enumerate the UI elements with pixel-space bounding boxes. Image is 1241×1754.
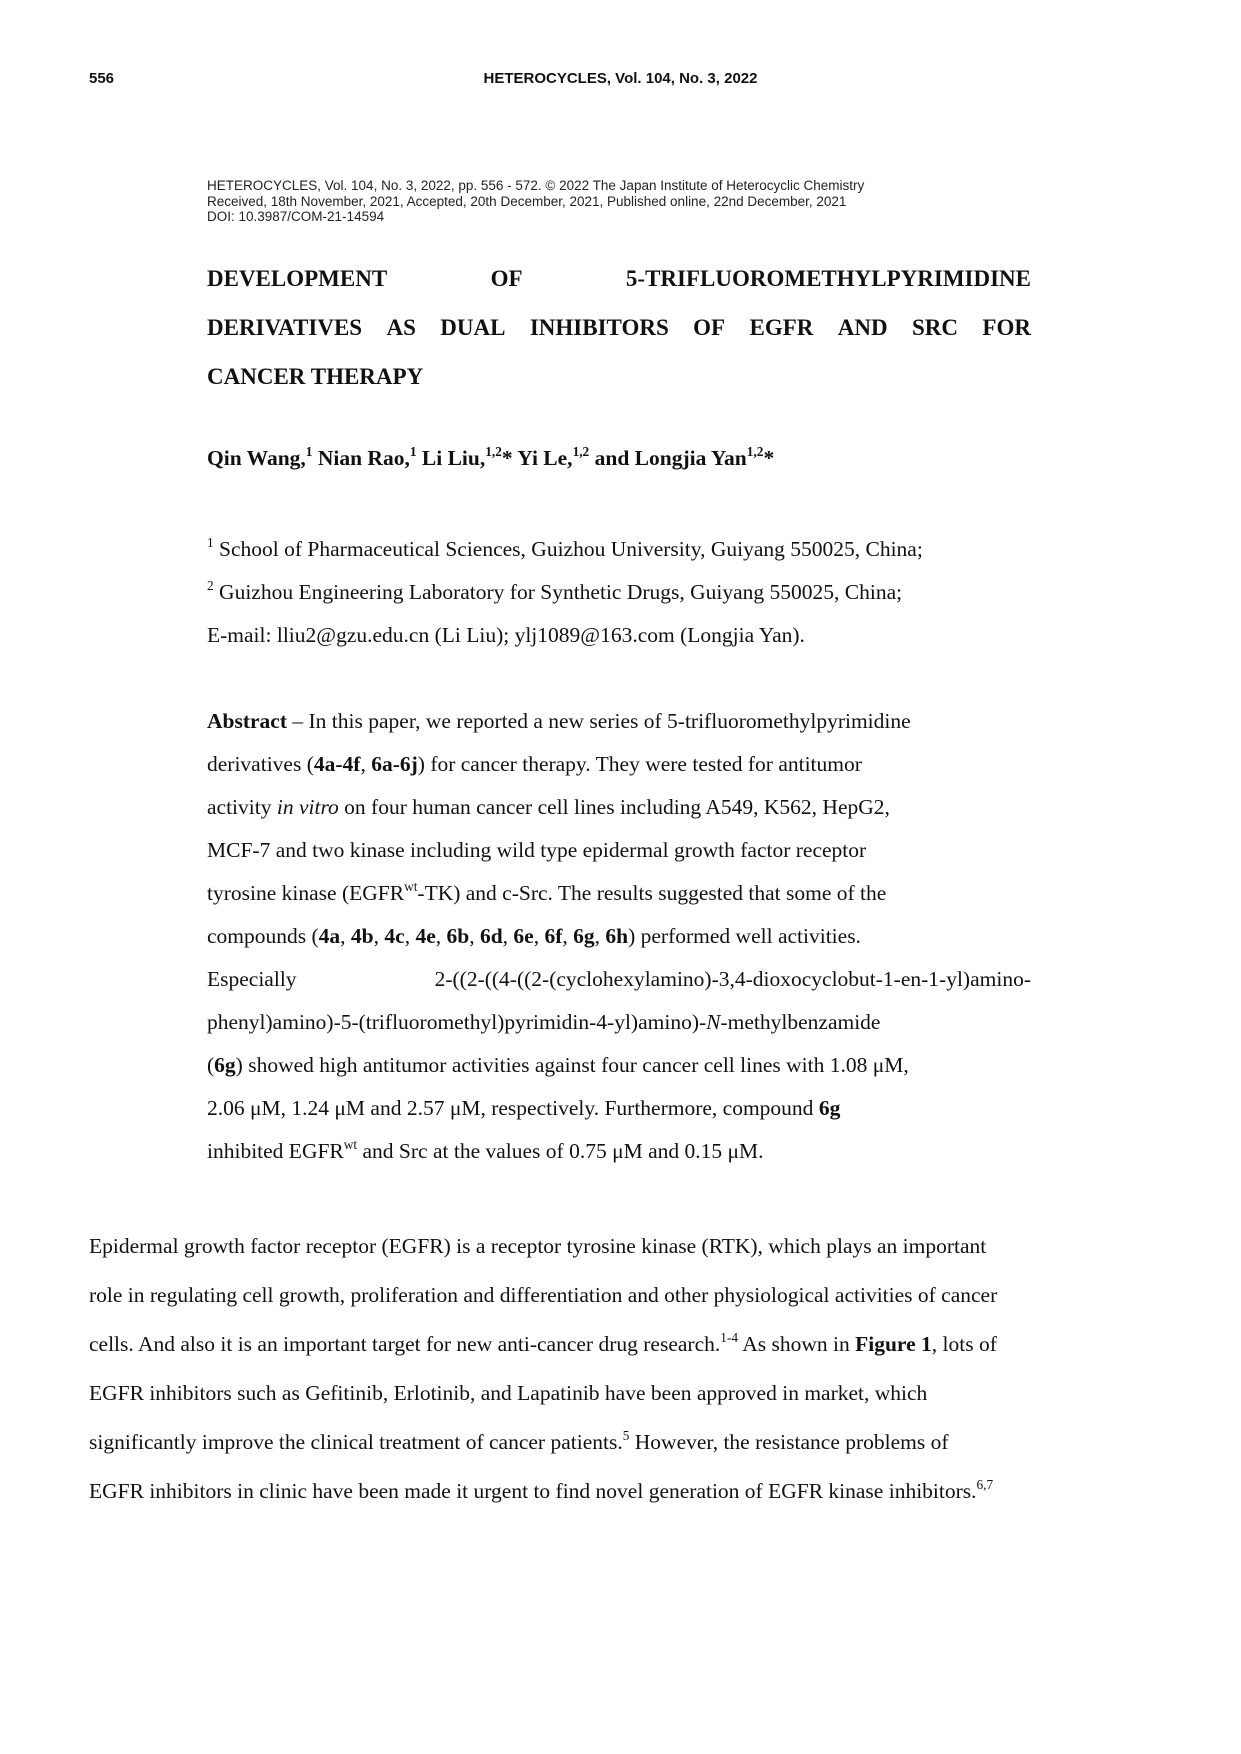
abstract-line: (6g) showed high antitumor activities against four cancer cell lines with 1.08 μM, (207, 1053, 909, 1077)
title-word: FOR (982, 315, 1031, 340)
introduction-paragraph (89, 1222, 1151, 1516)
body-line: EGFR inhibitors in clinic have been made it urgent to find novel generation of EGFR kinase inhibitors.$^{6,7}$ (89, 1477, 994, 1503)
title-line: CANCER THERAPY (207, 364, 424, 389)
title-word: EGFR (749, 315, 814, 340)
abstract (207, 700, 1031, 1173)
title-word: AS (386, 315, 416, 340)
abstract-line: activity in vitro on four human cancer cell lines including A549, K562, HepG2, (207, 795, 890, 819)
author-list (207, 446, 1031, 471)
citation-ref: 1-4 (720, 1330, 739, 1346)
abstract-line: inhibited $EGFR^{wt}$ and Src at the values of 0.75 μM and 0.15 μM. (207, 1137, 764, 1163)
abstract-line: 2.06 μM, 1.24 μM and 2.57 μM, respectively. Furthermore, compound 6g (207, 1096, 841, 1120)
title-word: SRC (912, 315, 959, 340)
title-line (207, 303, 1031, 352)
title-word: 5-TRIFLUOROMETHYLPYRIMIDINE (625, 266, 1031, 291)
email-line: E-mail: lliu2@gzu.edu.cn (Li Liu); ylj1089@163.com (Longjia Yan). (207, 623, 805, 647)
abstract-line: derivatives (4a-4f, 6a-6j) for cancer therapy. They were tested for antitumor (207, 752, 862, 776)
page-number: 556 (89, 70, 115, 87)
doi-line: DOI: 10.3987/COM-21-14594 (207, 209, 385, 224)
abstract-line: Especially 2-((2-((4-((2-(cyclohexylamino)-3,4-dioxocyclobut-1-en-1-yl)amino- (207, 967, 1031, 991)
title-word: AND (837, 315, 888, 340)
body-line: cells. And also it is an important target for new anti-cancer drug research.$^{1-4}$ As shown in Figure 1, lots of (89, 1330, 997, 1356)
title-word: DERIVATIVES (207, 315, 363, 340)
author: and Longjia Yan$^{1,2}$* (594, 444, 775, 470)
title-word: OF (490, 266, 523, 291)
abstract-line: tyrosine kinase $(EGFR^{wt}-TK)$ and c-Src. The results suggested that some of the (207, 879, 887, 905)
body-line: role in regulating cell growth, proliferation and differentiation and other physiological activities of cancer (89, 1283, 998, 1307)
dates-line: Received, 18th November, 2021, Accepted, 20th December, 2021, Published online, 22nd December, 2021 (207, 193, 847, 209)
affiliation-1: $^1$ School of Pharmaceutical Sciences, Guizhou University, Guiyang 550025, China; (207, 535, 923, 561)
citation-block (207, 178, 1107, 225)
abstract-line: Abstract – In this paper, we reported a new series of 5-trifluoromethylpyrimidine (207, 709, 911, 733)
affiliation-2: $^2$ Guizhou Engineering Laboratory for Synthetic Drugs, Guiyang 550025, China; (207, 578, 903, 604)
abstract-line: compounds (4a, 4b, 4c, 4e, 6b, 6d, 6e, 6f, 6g, 6h) performed well activities. (207, 924, 861, 948)
title-word: OF (693, 315, 726, 340)
author: Li Liu,$^{1,2}$* (421, 444, 513, 470)
citation-ref: 5 (622, 1428, 630, 1444)
body-line: Epidermal growth factor receptor (EGFR) is a receptor tyrosine kinase (RTK), which plays an important (89, 1234, 987, 1258)
author: Yi Le,$^{1,2}$ (517, 444, 590, 470)
citation-line: HETEROCYCLES, Vol. 104, No. 3, 2022, pp. 556 - 572. © 2022 The Japan Institute of Heterocyclic Chemistry (207, 178, 865, 193)
figure-ref: Figure 1 (855, 1332, 932, 1356)
journal-header: HETEROCYCLES, Vol. 104, No. 3, 2022 (483, 70, 758, 87)
title-line (207, 254, 1031, 303)
citation-ref: 6,7 (976, 1477, 994, 1493)
abstract-line: MCF-7 and two kinase including wild type epidermal growth factor receptor (207, 838, 867, 862)
abstract-line: phenyl)amino)-5-(trifluoromethyl)pyrimidin-4-yl)amino)-N-methylbenzamide (207, 1010, 881, 1034)
title-word: DUAL (440, 315, 506, 340)
author: Nian Rao,$^1$ (317, 444, 417, 470)
author: Qin Wang,$^1$ (207, 444, 313, 470)
paper-title (207, 254, 1031, 401)
body-line: EGFR inhibitors such as Gefitinib, Erlotinib, and Lapatinib have been approved in market, which (89, 1381, 928, 1405)
abstract-label: Abstract (207, 709, 288, 733)
title-word: INHIBITORS (529, 315, 669, 340)
running-header (89, 70, 1152, 90)
title-word: DEVELOPMENT (207, 266, 388, 291)
body-line: significantly improve the clinical treatment of cancer patients.$^5$ However, the resistance problems of (89, 1428, 949, 1454)
affiliations (207, 528, 1039, 657)
